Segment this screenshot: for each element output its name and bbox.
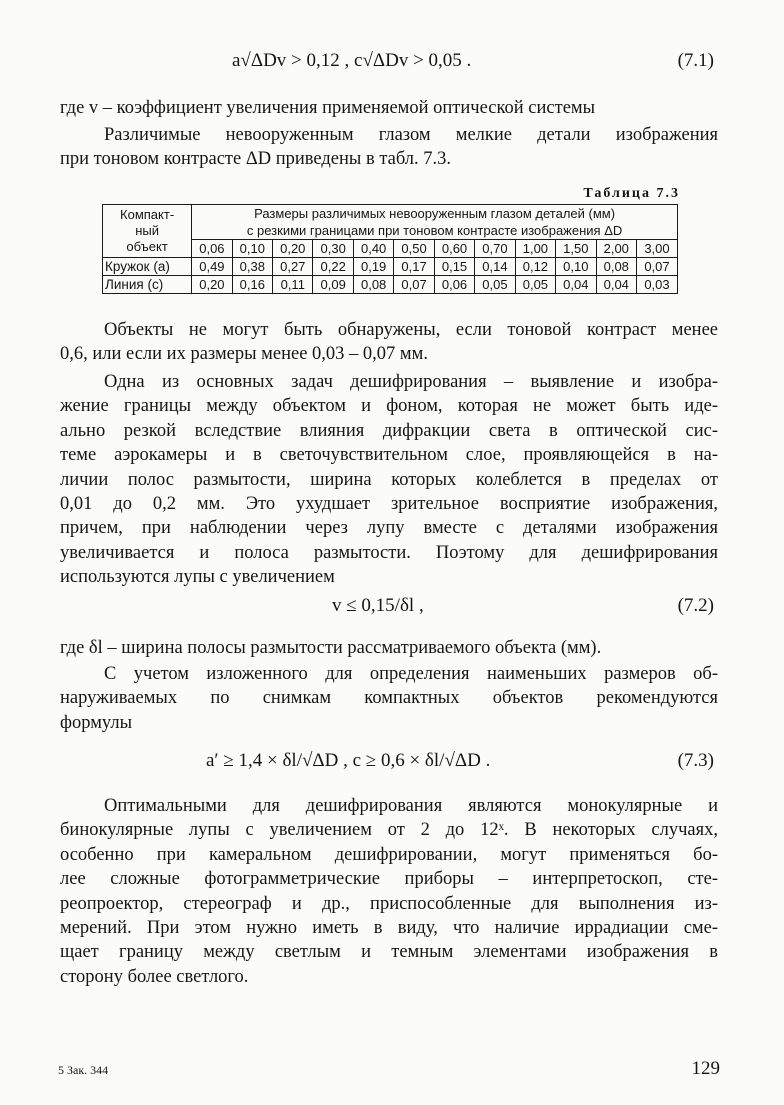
table-caption: Таблица 7.3 (583, 186, 680, 201)
paragraph-line: мерений. При этом нужно иметь в виду, что наличие иррадиации сме- (60, 918, 718, 939)
paragraph-line: используются лупы с увеличением (60, 567, 335, 588)
paragraph-line: реопроектор, стереограф и др., приспособленные для выполнения из- (60, 893, 718, 914)
table-cell: 0,11 (273, 276, 313, 294)
table-row (103, 276, 678, 294)
paragraph-6 (60, 662, 718, 735)
table-contrast-cell: 1,50 (556, 240, 596, 258)
table-cell: 0,14 (475, 258, 515, 276)
table-cell: 0,06 (434, 276, 474, 294)
table-cell: 0,08 (596, 258, 636, 276)
paragraph-line: щает границу между светлым и темным элементами изображения в (60, 942, 718, 963)
table-cell: 0,20 (192, 276, 232, 294)
paragraph-line: ально резкой вследствие влияния дифракции света в оптической сис- (60, 420, 718, 441)
table-cell: 0,04 (556, 276, 596, 294)
paragraph-line: при тоновом контрасте ΔD приведены в табл. 7.3. (60, 149, 452, 170)
paragraph-line: личии полос размытости, ширина которых колеблется в пределах от (60, 469, 718, 490)
table-cell: 0,05 (475, 276, 515, 294)
table-column-header-line: объект (126, 239, 168, 254)
paragraph-line: сторону более светлого. (60, 966, 249, 987)
paragraph-line: Различимые невооруженным глазом мелкие детали изображения (104, 125, 718, 145)
paragraph-5 (60, 636, 718, 660)
table-cell: 0,05 (515, 276, 555, 294)
paragraph-2 (60, 123, 718, 172)
formula-7-2-expression: v ≤ 0,15/δl , (332, 595, 424, 616)
table-cell: 0,07 (394, 276, 434, 294)
paragraph-line: где v – коэффициент увеличения применяемой оптической системы (60, 98, 596, 118)
table-cell: 0,07 (636, 258, 677, 276)
table-contrast-cell: 2,00 (596, 240, 636, 258)
table-row-label: Кружок (a) (103, 258, 192, 276)
paragraph-line: особенно при камеральном дешифрировании, могут применяться бо- (60, 844, 718, 865)
paragraph-line: 0,6, или если их размеры менее 0,03 – 0,07 мм. (60, 344, 428, 365)
table-7-3 (102, 204, 678, 294)
table-cell: 0,10 (556, 258, 596, 276)
table-contrast-cell: 0,40 (353, 240, 393, 258)
paragraph-line: 0,01 до 0,2 мм. Это ухудшает зрительное восприятие изображения, (60, 494, 718, 515)
table-contrast-cell: 0,70 (475, 240, 515, 258)
paragraph-line: Оптимальными для дешифрирования являются монокулярные и (104, 796, 718, 816)
table-contrast-cell: 0,06 (192, 240, 232, 258)
paragraph-line: Одна из основных задач дешифрирования – выявление и изобра- (104, 372, 718, 392)
table-cell: 0,09 (313, 276, 353, 294)
formula-7-3 (60, 746, 720, 776)
paragraph-1 (60, 96, 718, 120)
table-cell: 0,08 (353, 276, 393, 294)
formula-7-1 (60, 46, 720, 76)
paragraph-line: бинокулярные лупы с увеличением от 2 до 12ˣ. В некоторых случаях, (60, 820, 718, 841)
table-row (103, 258, 678, 276)
table-cell: 0,17 (394, 258, 434, 276)
paragraph-line: лее сложные фотограмметрические приборы – интерпретоскоп, сте- (60, 869, 718, 890)
table-contrast-cell: 0,10 (232, 240, 272, 258)
table-group-subheader: с резкими границами при тоновом контрасте изображения ΔD (192, 222, 678, 240)
paragraph-4 (60, 370, 718, 590)
table-cell: 0,22 (313, 258, 353, 276)
paragraph-line: увеличивается и полоса размытости. Поэтому для дешифрирования (60, 542, 718, 563)
table-contrast-cell: 3,00 (636, 240, 677, 258)
table-contrast-cell: 1,00 (515, 240, 555, 258)
paragraph-line: теме аэрокамеры и в светочувствительном слое, проявляющейся в на- (60, 445, 718, 466)
paragraph-line: наруживаемых по снимкам компактных объектов рекомендуются (60, 688, 718, 709)
table-contrast-cell: 0,30 (313, 240, 353, 258)
table-column-header-line: ный (135, 223, 159, 238)
table-cell: 0,04 (596, 276, 636, 294)
formula-7-3-number: (7.3) (677, 750, 714, 771)
table-cell: 0,12 (515, 258, 555, 276)
footer-signature: 5 Зак. 344 (58, 1063, 109, 1077)
table-contrast-cell: 0,50 (394, 240, 434, 258)
paragraph-3 (60, 318, 718, 367)
table-contrast-cell: 0,20 (273, 240, 313, 258)
table-cell: 0,27 (273, 258, 313, 276)
table-cell: 0,38 (232, 258, 272, 276)
table-column-header-line: Компакт- (120, 207, 175, 222)
table-cell: 0,19 (353, 258, 393, 276)
table-row-label: Линия (c) (103, 276, 192, 294)
paragraph-line: жение границы между объектом и фоном, которая не может быть иде- (60, 396, 718, 417)
formula-7-1-number: (7.1) (677, 50, 714, 71)
paragraph-7 (60, 794, 718, 989)
formula-7-2 (60, 591, 720, 621)
table-cell: 0,15 (434, 258, 474, 276)
table-group-header: Размеры различимых невооруженным глазом деталей (мм) (192, 205, 678, 223)
paragraph-line: формулы (60, 712, 133, 733)
paragraph-line: Объекты не могут быть обнаружены, если тоновой контраст менее (104, 320, 718, 340)
paragraph-line: где δl – ширина полосы размытости рассматриваемого объекта (мм). (60, 638, 602, 658)
table-contrast-cell: 0,60 (434, 240, 474, 258)
table-cell: 0,03 (636, 276, 677, 294)
table-cell: 0,16 (232, 276, 272, 294)
table-cell: 0,49 (192, 258, 232, 276)
page-number: 129 (691, 1058, 720, 1079)
formula-7-2-number: (7.2) (677, 595, 714, 616)
formula-7-3-expression: a′ ≥ 1,4 × δl/√ΔD , c ≥ 0,6 × δl/√ΔD . (206, 750, 491, 771)
formula-7-1-expression: a√ΔDv > 0,12 , c√ΔDv > 0,05 . (232, 50, 472, 71)
table-column-header (103, 205, 192, 258)
paragraph-line: причем, при наблюдении через лупу вместе с деталями изображения (60, 518, 718, 539)
paragraph-line: С учетом изложенного для определения наименьших размеров об- (104, 664, 718, 684)
